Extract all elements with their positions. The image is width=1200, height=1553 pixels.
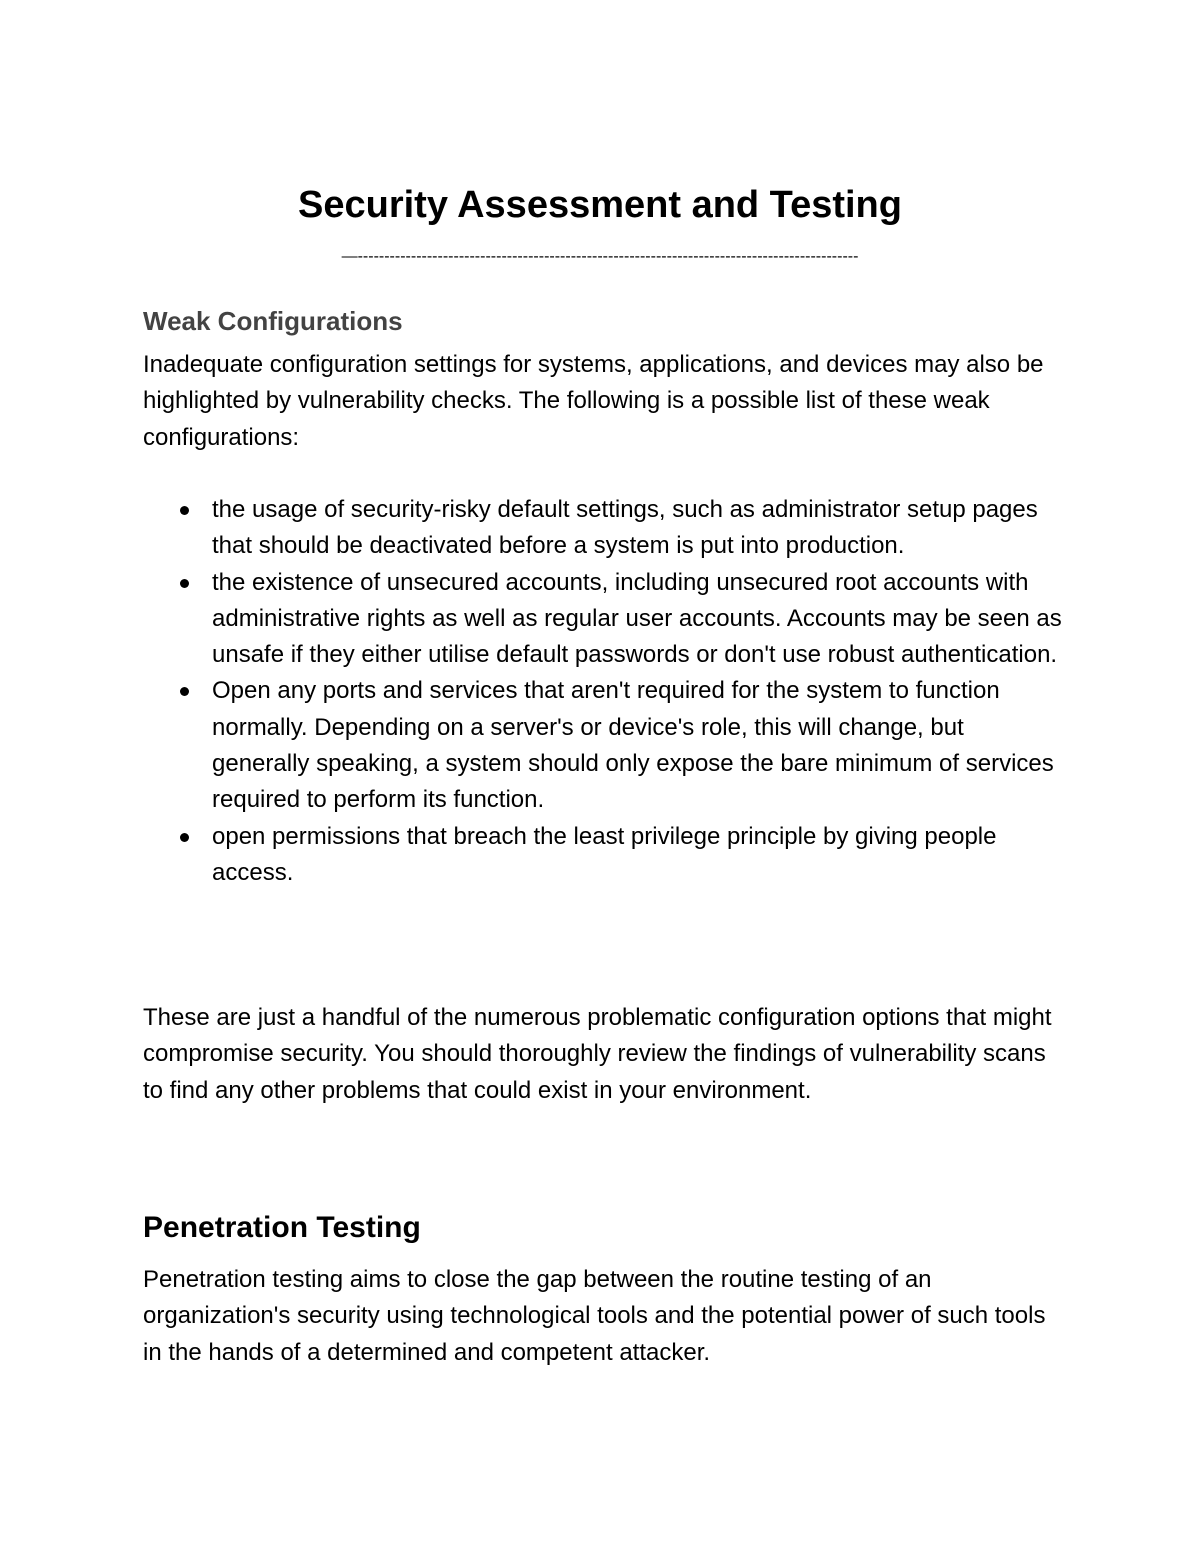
title-divider: —---------------------------------------------------------------------------------------------- [341,248,859,265]
weak-configurations-heading: Weak Configurations [143,306,403,336]
weak-configurations-outro: These are just a handful of the numerous problematic configuration options that might compromise security. You should thoroughly review the findings of vulnerability scans to find any other problems that could exist in your environment. [143,1004,1052,1104]
list-item-text: open permissions that breach the least privilege principle by giving people access. [212,822,997,886]
list-item-text: the existence of unsecured accounts, including unsecured root accounts with administrative rights as well as regular user accounts. Accounts may be seen as unsafe if they either utilise default passwords or don't use robust authentication. [212,568,1062,669]
list-item [143,819,1063,892]
penetration-testing-body: Penetration testing aims to close the gap between the routine testing of an organization's security using technological tools and the potential power of such tools in the hands of a determined and competent attacker. [143,1266,1046,1366]
list-item-text: Open any ports and services that aren't required for the system to function normally. Depending on a server's or device's role, this will change, but generally speaking, a system should only expose the bare minimum of services required to perform its function. [212,677,1054,814]
bullet-icon [180,687,189,696]
list-item [143,492,1063,565]
bullet-icon [180,506,189,515]
list-item [143,673,1063,818]
weak-configurations-intro: Inadequate configuration settings for systems, applications, and devices may also be highlighted by vulnerability checks. The following is a possible list of these weak configurations: [143,351,1044,451]
page-title: Security Assessment and Testing [298,184,902,226]
penetration-testing-heading: Penetration Testing [143,1211,421,1244]
bullet-icon [180,579,189,588]
weak-configurations-list [143,492,1063,891]
list-item-text: the usage of security-risky default settings, such as administrator setup pages that should be deactivated before a system is put into production. [212,496,1038,560]
list-item [143,565,1063,674]
bullet-icon [180,833,189,842]
